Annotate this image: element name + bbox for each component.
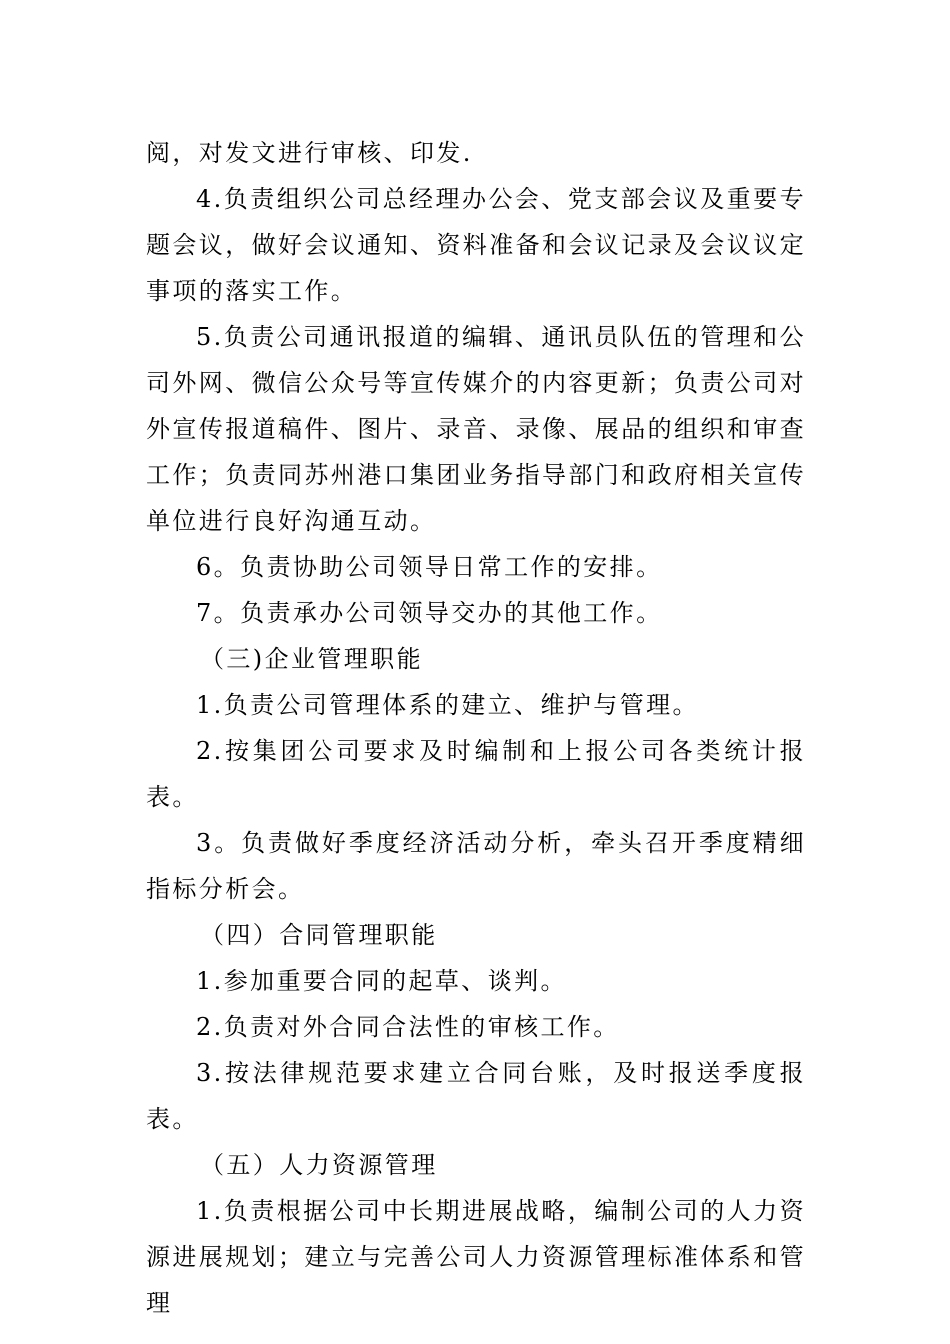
paragraph-em-item-1: 1.负责公司管理体系的建立、维护与管理。	[196, 691, 699, 719]
paragraph-item-5-publicity: 5.负责公司通讯报道的编辑、通讯员队伍的管理和公司外网、微信公众号等宣传媒介的内容更新；负责公司对外宣传报道稿件、图片、录音、录像、展品的组织和审查工作；负责同苏州港口集团业务指导部门和政府相关宣传单位进行良好沟通互动。	[146, 323, 806, 535]
paragraph-cm-item-1: 1.参加重要合同的起草、谈判。	[196, 967, 567, 995]
paragraph-item-7-other: 7。负责承办公司领导交办的其他工作。	[196, 599, 663, 627]
paragraph-em-item-3: 3。负责做好季度经济活动分析，牵头召开季度精细指标分析会。	[146, 829, 806, 903]
paragraph-cm-item-2: 2.负责对外合同合法性的审核工作。	[196, 1013, 620, 1041]
paragraph-em-item-2: 2.按集团公司要求及时编制和上报公司各类统计报表。	[146, 737, 806, 811]
document-page	[146, 130, 806, 1326]
section-heading-human-resources: （五）人力资源管理	[200, 1151, 438, 1179]
paragraph-item-4-meetings: 4.负责组织公司总经理办公会、党支部会议及重要专题会议，做好会议通知、资料准备和会议记录及会议议定事项的落实工作。	[146, 185, 806, 305]
paragraph-cm-item-3: 3.按法律规范要求建立合同台账，及时报送季度报表。	[146, 1059, 806, 1133]
paragraph-hr-item-1: 1.负责根据公司中长期进展战略，编制公司的人力资源进展规划；建立与完善公司人力资源管理标准体系和管理	[146, 1197, 806, 1317]
section-heading-contract-management: （四）合同管理职能	[200, 921, 438, 949]
paragraph-continuation: 阅，对发文进行审核、印发.	[146, 139, 473, 167]
section-heading-enterprise-management: （三)企业管理职能	[200, 645, 423, 673]
paragraph-item-6-assist: 6。负责协助公司领导日常工作的安排。	[196, 553, 663, 581]
